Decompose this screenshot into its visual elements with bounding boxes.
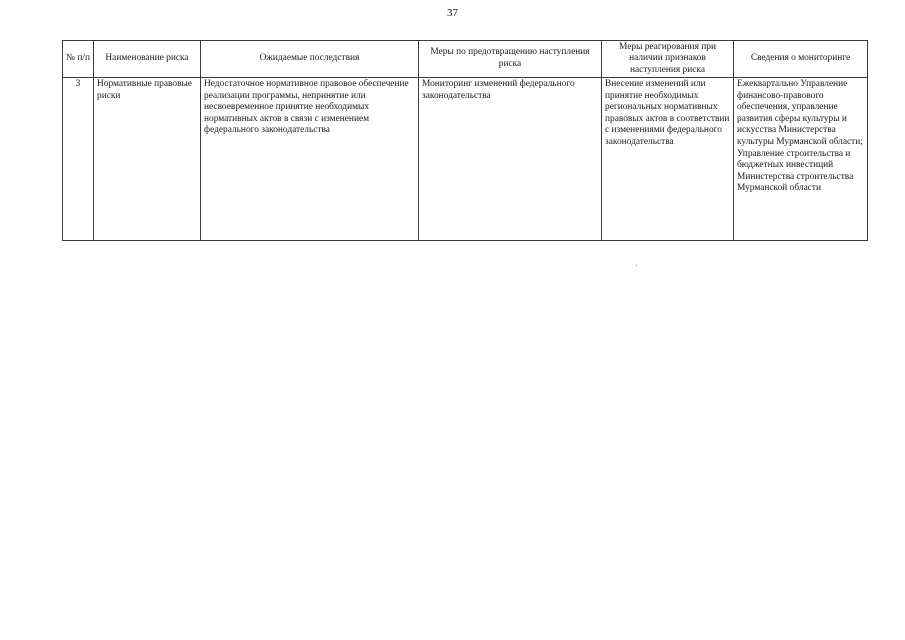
risk-table: [62, 40, 868, 241]
cell-risk-name: Нормативные правовые риски: [94, 78, 201, 241]
header-prevention-measures: Меры по предотвращению наступления риска: [419, 41, 602, 78]
table-header-row: [63, 41, 868, 78]
header-expected-consequences: Ожидаемые последствия: [201, 41, 419, 78]
cell-response-measures: Внесение изменений или принятие необходимых региональных нормативных правовых актов в соответствии с изменениями федерального законодательства: [602, 78, 734, 241]
table-row: [63, 78, 868, 241]
cell-expected-consequences: Недостаточное нормативное правовое обеспечение реализации программы, непринятие или несвоевременное принятие необходимых нормативных актов в связи с изменением федерального законодательства: [201, 78, 419, 241]
cell-monitoring-info: Ежеквартально Управление финансово-правового обеспечения, управление развития сферы культуры и искусства Министерства культуры Мурманской области; Управление строительства и бюджетных инвестиций Министерства строительства Мурманской области: [734, 78, 868, 241]
page-number: 37: [447, 7, 458, 19]
cell-number: 3: [63, 78, 94, 241]
header-risk-name: Наименование риска: [94, 41, 201, 78]
cell-prevention-measures: Мониторинг изменений федерального законодательства: [419, 78, 602, 241]
header-response-measures: Меры реагирования при наличии признаков наступления риска: [602, 41, 734, 78]
header-number: № п/п: [63, 41, 94, 78]
scan-speck: [636, 265, 637, 266]
header-monitoring-info: Сведения о мониторинге: [734, 41, 868, 78]
